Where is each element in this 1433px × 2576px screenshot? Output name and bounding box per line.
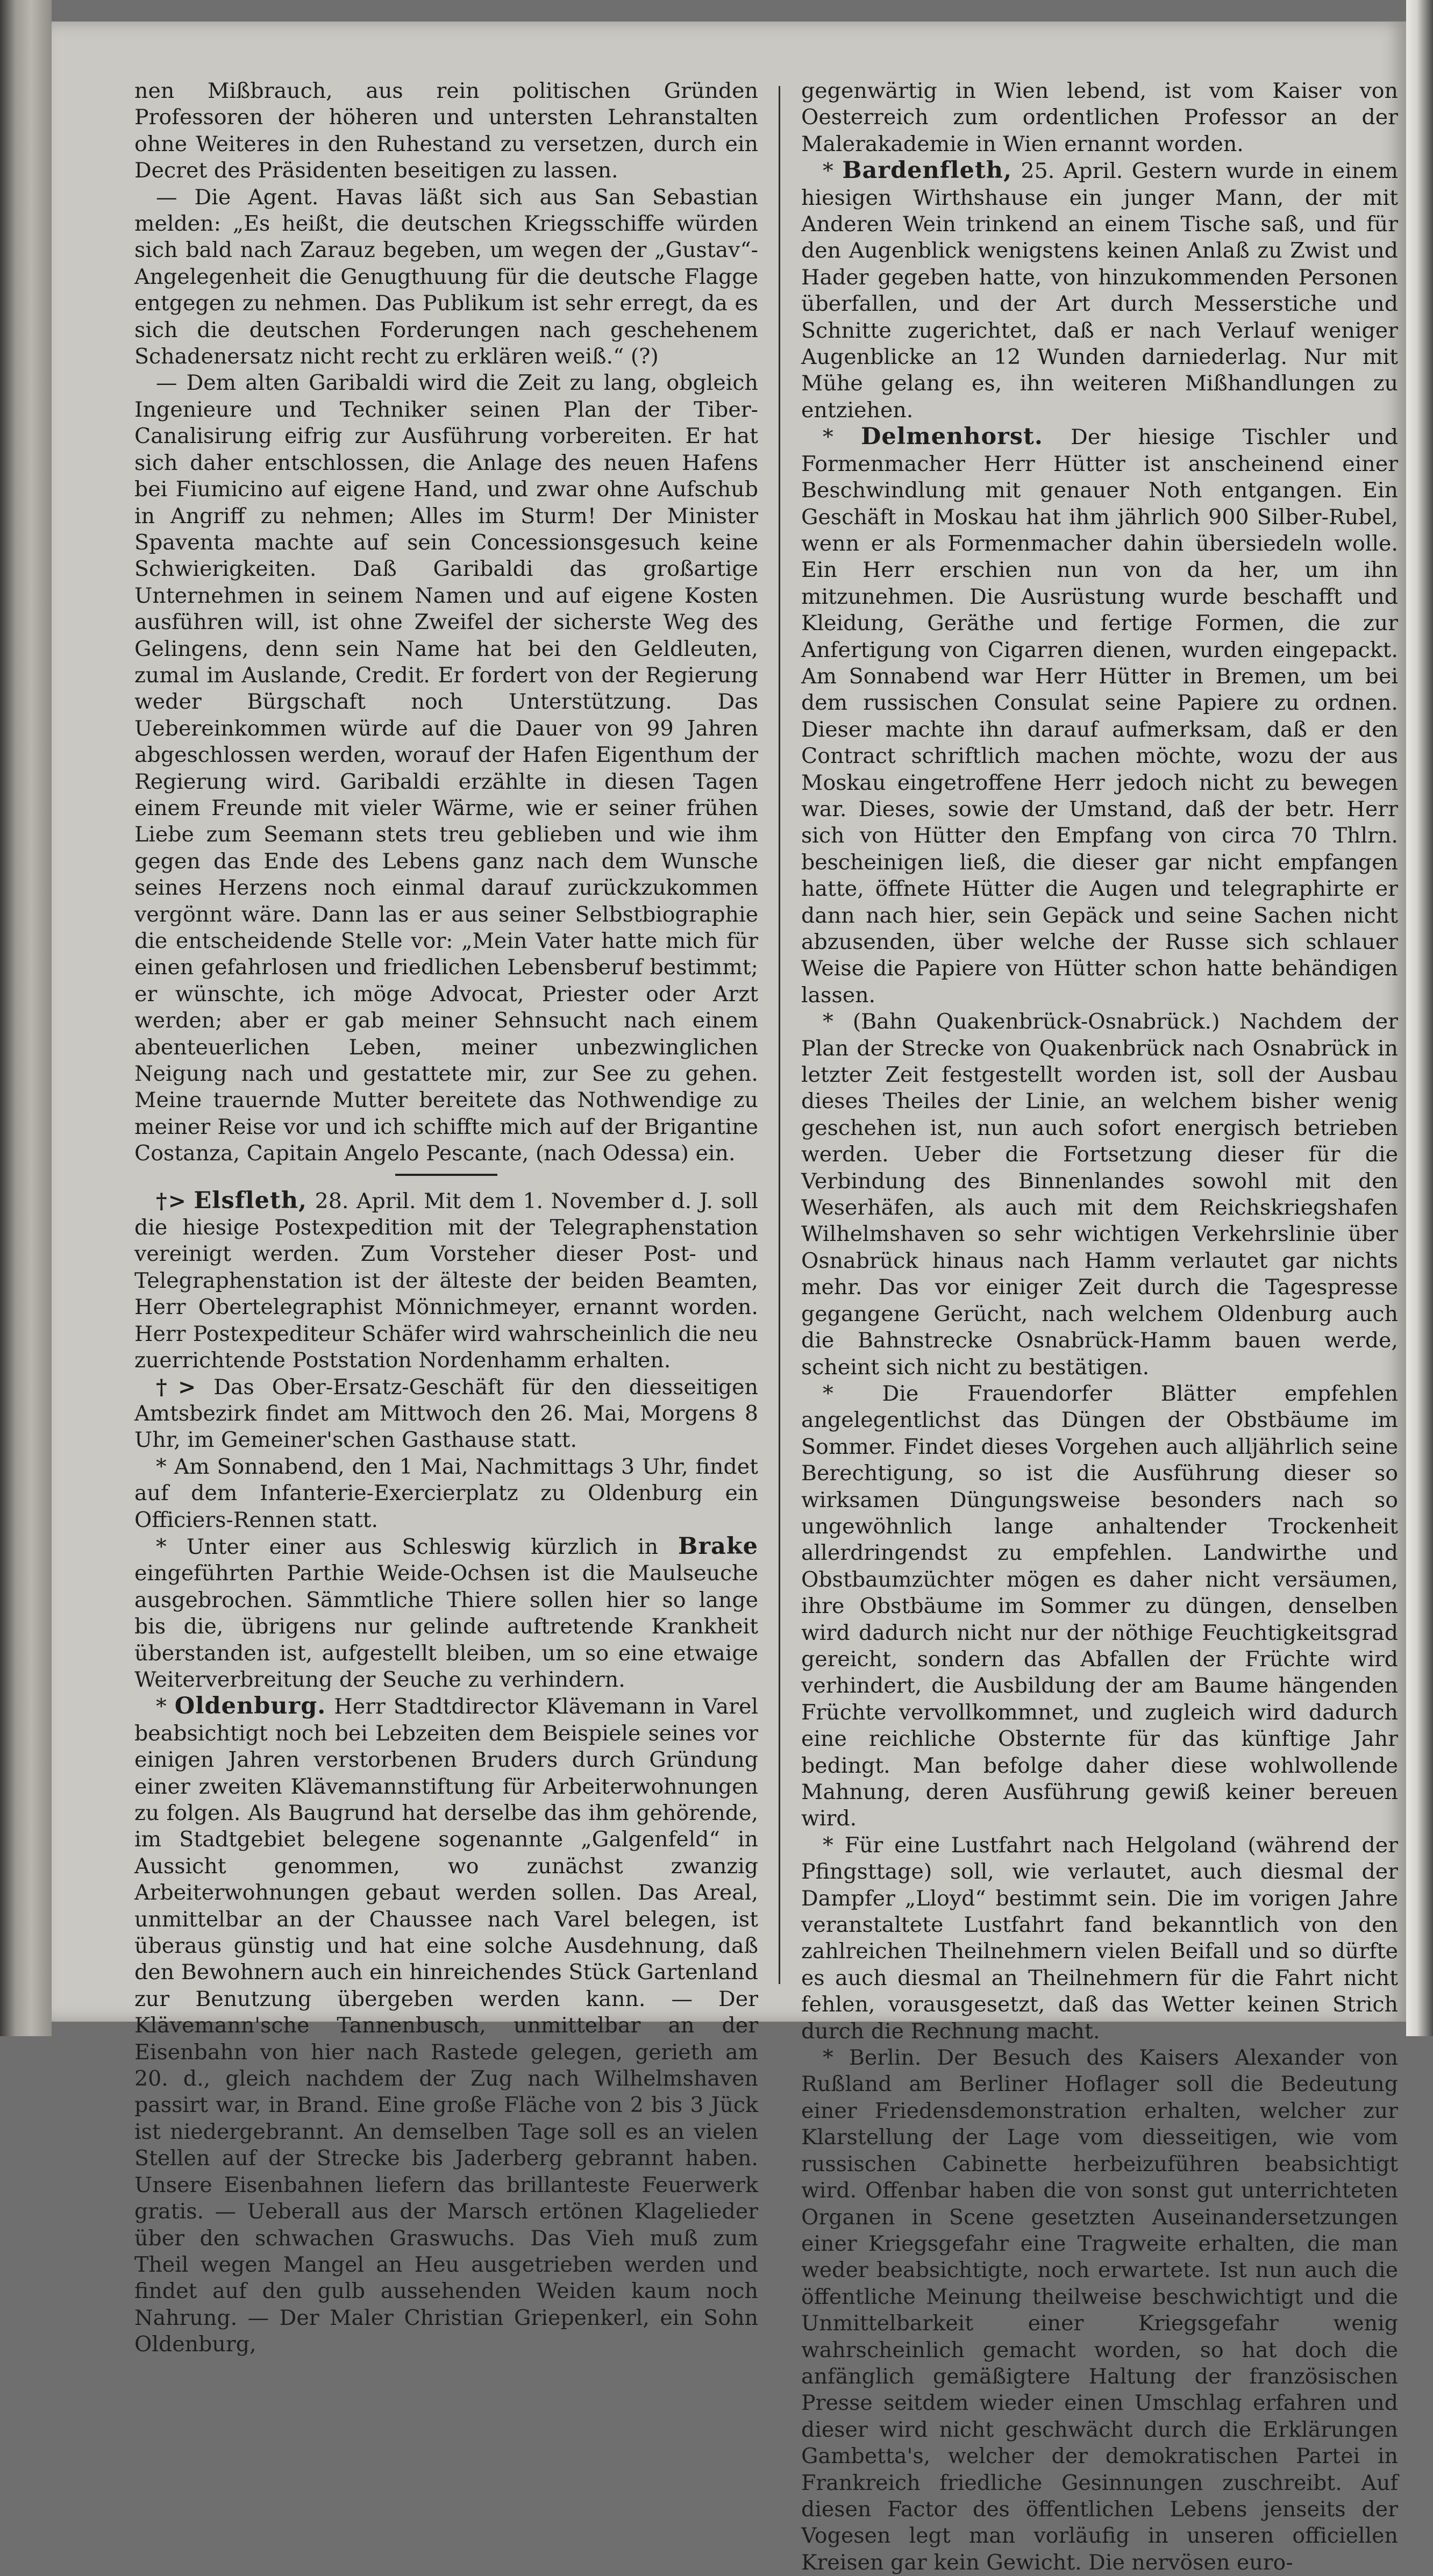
news-text: 25. April. Gestern wurde in einem hiesigen Wirthshause ein junger Mann, der mit Anderen Wein trinkend an einem Tische saß, und für den Augenblick wenigstens keinen Anlaß zu Zwist und Hader gegeben hatte, von hinzukommenden Personen überfallen, und der Art durch Messerstiche und Schnitte zugerichtet, daß er nach Verlauf weniger Augenblicke an 12 Wunden darniederlag. Nur mit Mühe gelang es, ihn weiteren Mißhandlungen zu entziehen.	[801, 159, 1398, 423]
news-item-bahn: * (Bahn Quakenbrück-Osnabrück.) Nachdem der Plan der Strecke von Quakenbrück nach Osnabrück in letzter Zeit festgestellt worden ist, soll der Ausbau dieses Theiles der Linie, an welchem bisher wenig geschehen ist, nun auch sofort energisch betrieben werden. Ueber die Fortsetzung dieser für die Verbindung des Binnenlandes sowohl mit den Weserhäfen, als auch mit dem Reichskriegshafen Wilhelmshaven so sehr wichtigen Verkehrslinie über Osnabrück hinaus nach Hamm verlautet gar nichts mehr. Das vor einiger Zeit durch die Tagespresse gegangene Gerücht, nach welchem Oldenburg auch die Bahnstrecke Osnabrück-Hamm bauen werde, scheint sich nicht zu bestätigen.	[801, 1009, 1398, 1380]
news-item-bardenfleth	[801, 158, 1398, 424]
page-edge	[1406, 0, 1433, 2036]
news-text: * Unter einer aus Schleswig kürzlich in	[156, 1534, 678, 1559]
news-item-berlin: * Berlin. Der Besuch des Kaisers Alexander von Rußland am Berliner Hoflager soll die Bedeutung einer Friedensdemonstration erhalten, welcher zur Klarstellung der Lage vom diesseitigen, wie vom russischen Cabinette herbeizuführen beabsichtigt wird. Offenbar haben die von sonst gut unterrichteten Organen in Scene gesetzten Auseinandersetzungen einer Kriegsgefahr eine Tragweite erhalten, die man weder beabsichtigte, noch erwartete. Ist nun auch die öffentliche Meinung theilweise beschwichtigt und die Unmittelbarkeit einer Kriegsgefahr wenig wahrscheinlich gemacht worden, so hat doch die anfänglich gemäßigtere Haltung der französischen Presse seitdem wieder einen Umschlag erfahren und dieser wird nicht geschwächt durch die Erklärungen Gambetta's, welcher der demokratischen Partei in Frankreich friedliche Gesinnungen zuschreibt. Auf diesen Factor des öffentlichen Lebens jenseits der Vogesen legt man vorläufig in unseren officiellen Kreisen gar kein Gewicht. Die nervösen euro-	[801, 2045, 1398, 2575]
dagger-mark: †>	[156, 1374, 196, 1400]
news-item-ersatz	[134, 1374, 758, 1454]
news-item-rennen: * Am Sonnabend, den 1 Mai, Nachmittags 3 Uhr, findet auf dem Infanterie-Exercierplatz zu Oldenburg ein Officiers-Rennen statt.	[134, 1454, 758, 1532]
article-paragraph: — Die Agent. Havas läßt sich aus San Sebastian melden: „Es heißt, die deutschen Kriegsschiffe würden sich bald nach Zarauz begeben, um wegen der „Gustav“-Angelegenheit die Genugthuung für die deutsche Flagge entgegen zu nehmen. Das Publikum ist sehr erregt, da es sich die deutschen Forderungen nach geschehenem Schadenersatz nicht recht zu erklären weiß.“ (?)	[134, 184, 758, 369]
news-item-oldenburg	[134, 1693, 758, 2358]
article-paragraph: nen Mißbrauch, aus rein politischen Gründen Professoren der höheren und untersten Lehranstalten ohne Weiteres in den Ruhestand zu versetzen, durch ein Decret des Präsidenten beseitigen zu lassen.	[134, 79, 758, 183]
news-text: *	[823, 425, 861, 450]
news-item-elsfleth	[134, 1188, 758, 1374]
news-text: 28. April. Mit dem 1. November d. J. soll die hiesige Postexpedition mit der Telegraphenstation vereinigt werden. Zum Vorsteher dieser Post- und Telegraphenstation ist der älteste der beiden Beamten, Herr Obertelegraphist Mönnichmeyer, ernannt worden. Herr Postexpediteur Schäfer wird wahrscheinlich die neu zuerrichtende Poststation Nordenhamm erhalten.	[134, 1188, 758, 1373]
dagger-mark: †>	[156, 1188, 186, 1214]
news-item-helgoland: * Für eine Lustfahrt nach Helgoland (während der Pfingsttage) soll, wie verlautet, auch diesmal der Dampfer „Lloyd“ bestimmt sein. Die im vorigen Jahre veranstaltete Lustfahrt fand bekanntlich von den zahlreichen Theilnehmern vielen Beifall und so dürfte es auch diesmal an Theilnehmern für die Fahrt nicht fehlen, vorausgesetzt, daß das Wetter keinen Strich durch die Rechnung macht.	[801, 1832, 1398, 2044]
dateline-place: Bardenfleth,	[842, 157, 1013, 184]
news-text: Das Ober-Ersatz-Geschäft für den diesseitigen Amtsbezirk findet am Mittwoch den 26. Mai, Morgens 8 Uhr, im Gemeiner'schen Gasthause statt.	[134, 1374, 758, 1453]
column-divider	[779, 86, 780, 1984]
book-spine	[0, 0, 52, 2036]
news-text: *	[823, 159, 843, 184]
article-paragraph: gegenwärtig in Wien lebend, ist vom Kaiser von Oesterreich zum ordentlichen Professor an der Malerakademie in Wien ernannt worden.	[801, 79, 1398, 156]
section-rule	[395, 1174, 497, 1176]
news-item-brake	[134, 1533, 758, 1693]
news-item-obstbaeume: * Die Frauendorfer Blätter empfehlen angelegentlichst das Düngen der Obstbäume im Sommer. Findet dieses Vorgehen auch alljährlich seine Berechtigung, so ist die Ausführung dieser so wirksamen Düngungsweise besonders nach so ungewöhnlich lange anhaltender Trockenheit allerdringendst zu empfehlen. Landwirthe und Obstbaumzüchter mögen es daher nicht versäumen, ihre Obstbäume im Sommer zu düngen, denselben wird dadurch nicht nur der nöthige Feuchtigkeitsgrad gereicht, sondern das Abfallen der Früchte wird verhindert, die Ausbildung der am Baume hängenden Früchte vervollkommnet, und zugleich wird dadurch eine reichliche Obsternte für das künftige Jahr bedingt. Man befolge daher diese wohlwollende Mahnung, deren Ausführung gewiß keiner bereuen wird.	[801, 1381, 1398, 1831]
news-item-delmenhorst	[801, 424, 1398, 1009]
dateline-place: Oldenburg.	[174, 1693, 326, 1720]
news-text: Herr Stadtdirector Klävemann in Varel beabsichtigt noch bei Lebzeiten dem Beispiele seines vor einigen Jahren verstorbenen Bruders durch Gründung einer zweiten Klävemannstiftung für Arbeiterwohnungen zu folgen. Als Baugrund hat derselbe das ihm gehörende, im Stadtgebiet belegene sogenannte „Galgenfeld“ in Aussicht genommen, wo zunächst zwanzig Arbeiterwohnungen gebaut werden sollen. Das Areal, unmittelbar an der Chaussee nach Varel belegen, ist überaus günstig und hat eine solche Ausdehnung, daß den Bewohnern auch ein hinreichendes Stück Gartenland zur Benutzung übergeben werden kann. — Der Klävemann'sche Tannenbusch, unmittelbar an der Eisenbahn von hier nach Rastede gelegen, gerieth am 20. d., gleich nachdem der Zug nach Wilhelmshaven passirt war, in Brand. Eine große Fläche von 2 bis 3 Jück ist niedergebrannt. An demselben Tage soll es an vielen Stellen auf der Strecke bis Jaderberg gebrannt haben. Unsere Eisenbahnen liefern das brillanteste Feuerwerk gratis. — Ueberall aus der Marsch ertönen Klagelieder über den schwachen Graswuchs. Das Vieh muß zum Theil wegen Mangel an Heu ausgetrieben werden und findet auf den gulb aussehenden Weiden kaum noch Nahrung. — Der Maler Christian Griepenkerl, ein Sohn Oldenburg,	[134, 1694, 758, 2357]
dateline-place: Delmenhorst.	[861, 423, 1043, 451]
article-paragraph: — Dem alten Garibaldi wird die Zeit zu lang, obgleich Ingenieure und Techniker seinen Plan der Tiber-Canalisirung eifrig zur Ausführung vorbereiten. Er hat sich daher entschlossen, die Anlage des neuen Hafens bei Fiumicino auf eigene Hand, und zwar ohne Aufschub in Angriff zu nehmen; Alles im Sturm! Der Minister Spaventa machte auf sein Concessionsgesuch keine Schwierigkeiten. Daß Garibaldi das großartige Unternehmen in seinem Namen und auf eigene Kosten ausführen will, ist ohne Zweifel der sicherste Weg des Gelingens, denn sein Name hat bei den Geldleuten, zumal im Auslande, Credit. Er fordert von der Regierung weder Bürgschaft noch Unterstützung. Das Uebereinkommen würde auf die Dauer von 99 Jahren abgeschlossen werden, worauf der Hafen Eigenthum der Regierung wird. Garibaldi erzählte in diesen Tagen einem Freunde mit vieler Wärme, wie er seiner frühen Liebe zum Seemann stets treu geblieben und wie ihm gegen das Ende des Lebens ganz nach dem Wunsche seines Herzens noch einmal darauf zurückzukommen vergönnt wäre. Dann las er aus seiner Selbstbiographie die entscheidende Stelle vor: „Mein Vater hatte mich für einen gefahrlosen und friedlichen Lebensberuf bestimmt; er wünschte, ich möge Advocat, Priester oder Arzt werden; aber er gab meiner Sehnsucht nach einem abenteuerlichen Leben, meiner unbezwinglichen Neigung nach und gestattete mir, zur See zu gehen. Meine trauernde Mutter bereitete das Nothwendige zu meiner Reise vor und ich schiffte mich auf der Brigantine Costanza, Capitain Angelo Pescante, (nach Odessa) ein.	[134, 370, 758, 1166]
dateline-place: Brake	[678, 1532, 758, 1560]
right-column	[801, 78, 1398, 2576]
news-text: *	[156, 1694, 175, 1719]
left-column	[134, 78, 758, 2358]
dateline-place: Elsfleth,	[194, 1187, 308, 1214]
news-text: Der hiesige Tischler und Formenmacher Herr Hütter ist anscheinend einer Beschwindlung mit genauer Noth entgangen. Ein Geschäft in Moskau hat ihm jährlich 900 Silber-Rubel, wenn er als Formenmacher dahin übersiedeln wolle. Ein Herr erschien nun von da her, um ihn mitzunehmen. Die Ausrüstung wurde beschafft und Kleidung, Geräthe und fertige Formen, die zur Anfertigung von Cigarren dienen, wurden eingepackt. Am Sonnabend war Herr Hütter in Bremen, um bei dem russischen Consulat seine Papiere zu ordnen. Dieser machte ihn darauf aufmerksam, daß er den Contract schriftlich machen möchte, wozu der aus Moskau eingetroffene Herr jedoch nicht zu bewegen war. Dieses, sowie der Umstand, daß der betr. Herr sich von Hütter den Empfang von circa 70 Thlrn. bescheinigen ließ, die dieser gar nicht empfangen hatte, öffnete Hütter die Augen und telegraphirte er dann nach hier, sein Gepäck und seine Sachen nicht abzusenden, über welche der Russe sich schlauer Weise die Papiere von Hütter schon hatte behändigen lassen.	[801, 425, 1398, 1008]
news-text: eingeführten Parthie Weide-Ochsen ist die Maulseuche ausgebrochen. Sämmtliche Thiere sollen hier so lange bis die, übrigens nur gelinde auftretende Krankheit überstanden ist, aufgestellt bleiben, um so eine etwaige Weiterverbreitung der Seuche zu verhindern.	[134, 1561, 758, 1692]
